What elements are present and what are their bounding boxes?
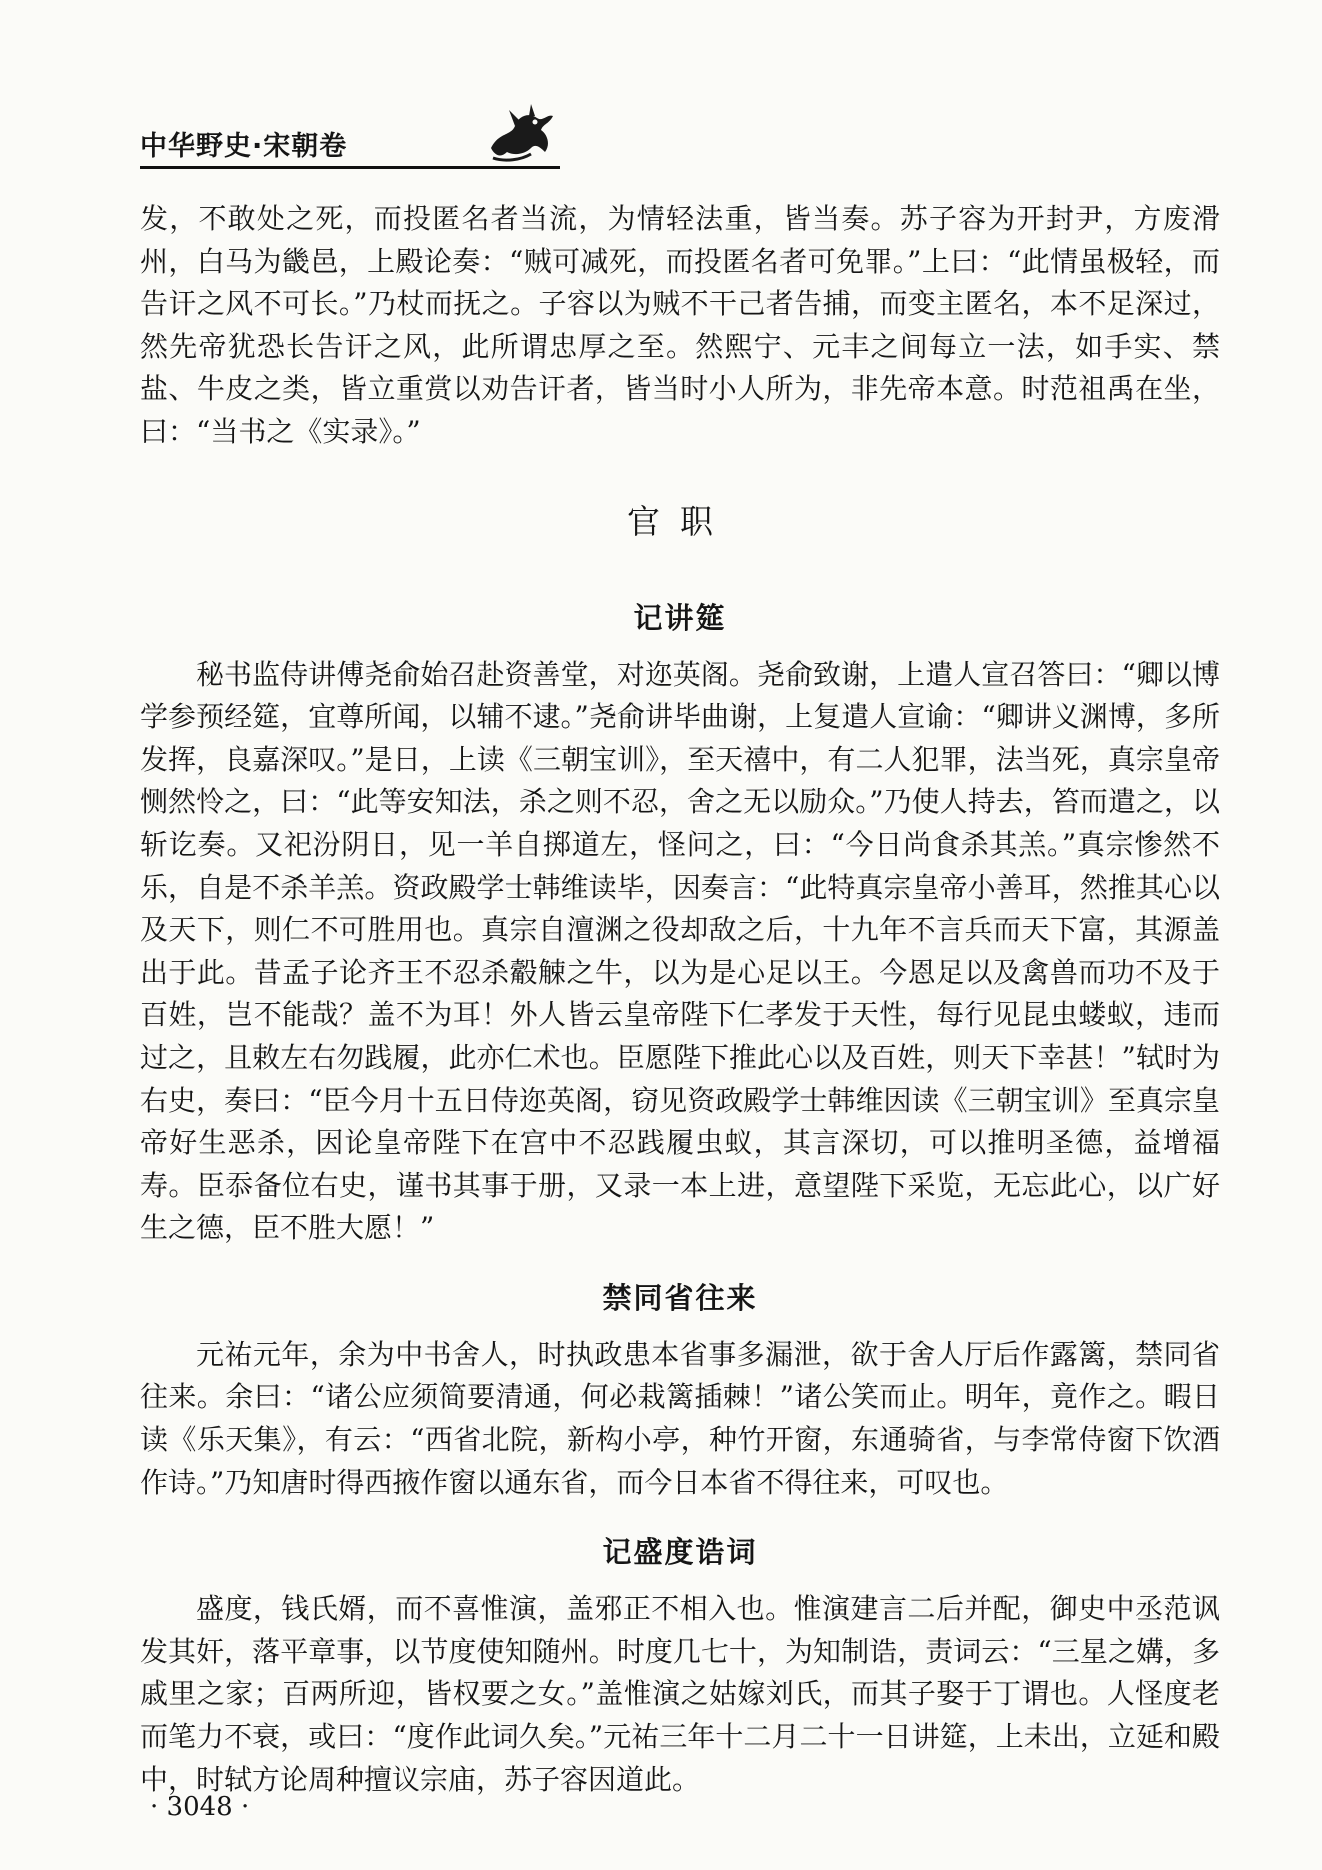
article-text-3: 盛度，钱氏婿，而不喜惟演，盖邪正不相入也。惟演建言二后并配，御史中丞范讽发其奸，落平章事，以节度使知随州。时度几七十，为知制诰，责词云：“三星之媾，多戚里之家；百两所迎，皆权要之女。”盖惟演之姑嫁刘氏，而其子娶于丁谓也。人怪度老而笔力不衰，或曰：“度作此词久矣。”元祐三年十二月二十一日讲筵，上未出，立延和殿中，时轼方论周种擅议宗庙，苏子容因道此。 xyxy=(140,1592,1220,1796)
page-content xyxy=(140,198,1220,1801)
article-title-3: 记盛度诰词 xyxy=(602,1535,758,1570)
running-header xyxy=(140,108,560,168)
article-text-2: 元祐元年，余为中书舍人，时执政患本省事多漏泄，欲于舍人厅后作露篱，禁同省往来。余曰：“诸公应须简要清通，何必栽篱插棘！”诸公笑而止。明年，竟作之。暇日读《乐天集》，有云：“西省北院，新构小亭，种竹开窗，东通骑省，与李常侍窗下饮酒作诗。”乃知唐时得西掖作窗以通东省，而今日本省不得往来，可叹也。 xyxy=(140,1337,1220,1499)
article-text-1: 秘书监侍讲傅尧俞始召赴资善堂，对迩英阁。尧俞致谢，上遣人宣召答曰：“卿以博学参预经筵，宜尊所闻，以辅不逮。”尧俞讲毕曲谢，上复遣人宣谕：“卿讲义渊博，多所发挥，良嘉深叹。”是日，上读《三朝宝训》，至天禧中，有二人犯罪，法当死，真宗皇帝恻然怜之，曰：“此等安知法，杀之则不忍，舍之无以励众。”乃使人持去，笞而遣之，以斩讫奏。又祀汾阴日，见一羊自掷道左，怪问之，曰：“今日尚食杀其羔。”真宗惨然不乐，自是不杀羊羔。资政殿学士韩维读毕，因奏言：“此特真宗皇帝小善耳，然推其心以及天下，则仁不可胜用也。真宗自澶渊之役却敌之后，十九年不言兵而天下富，其源盖出于此。昔孟子论齐王不忍杀觳觫之牛，以为是心足以王。今恩足以及禽兽而功不及于百姓，岂不能哉？盖不为耳！外人皆云皇帝陛下仁孝发于天性，每行见昆虫蝼蚁，违而过之，且敕左右勿践履，此亦仁术也。臣愿陛下推此心以及百姓，则天下幸甚！”轼时为右史，奏曰：“臣今月十五日侍迩英阁，窃见资政殿学士韩维因读《三朝宝训》至真宗皇帝好生恶杀，因论皇帝陛下在宫中不忍践履虫蚁，其言深切，可以推明圣德，益增福寿。臣忝备位右史，谨书其事于册，又录一本上进，意望陛下采览，无忘此心，以广好生之德，臣不胜大愿！” xyxy=(140,657,1220,1245)
header-rule xyxy=(140,166,560,169)
section-title: 官职 xyxy=(627,501,733,541)
continued-paragraph: 发，不敢处之死，而投匿名者当流，为情轻法重，皆当奏。苏子容为开封尹，方废滑州，白马为畿邑，上殿论奏：“贼可减死，而投匿名者可免罪。”上曰：“此情虽极轻，而告讦之风不可长。”乃杖而抚之。子容以为贼不干己者告捕，而变主匿名，本不足深过，然先帝犹恐长告讦之风，此所谓忠厚之至。然熙宁、元丰之间每立一法，如手实、禁盐、牛皮之类，皆立重赏以劝告讦者，皆当时小人所为，非先帝本意。时范祖禹在坐，曰：“当书之《实录》。” xyxy=(140,202,1220,448)
book-title: 中华野史·宋朝卷 xyxy=(140,131,348,162)
article-title-1: 记讲筵 xyxy=(633,600,727,635)
article-title-2: 禁同省往来 xyxy=(602,1280,758,1315)
page-number: · 3048 · xyxy=(150,1792,250,1822)
dragon-emblem-icon xyxy=(485,102,557,164)
